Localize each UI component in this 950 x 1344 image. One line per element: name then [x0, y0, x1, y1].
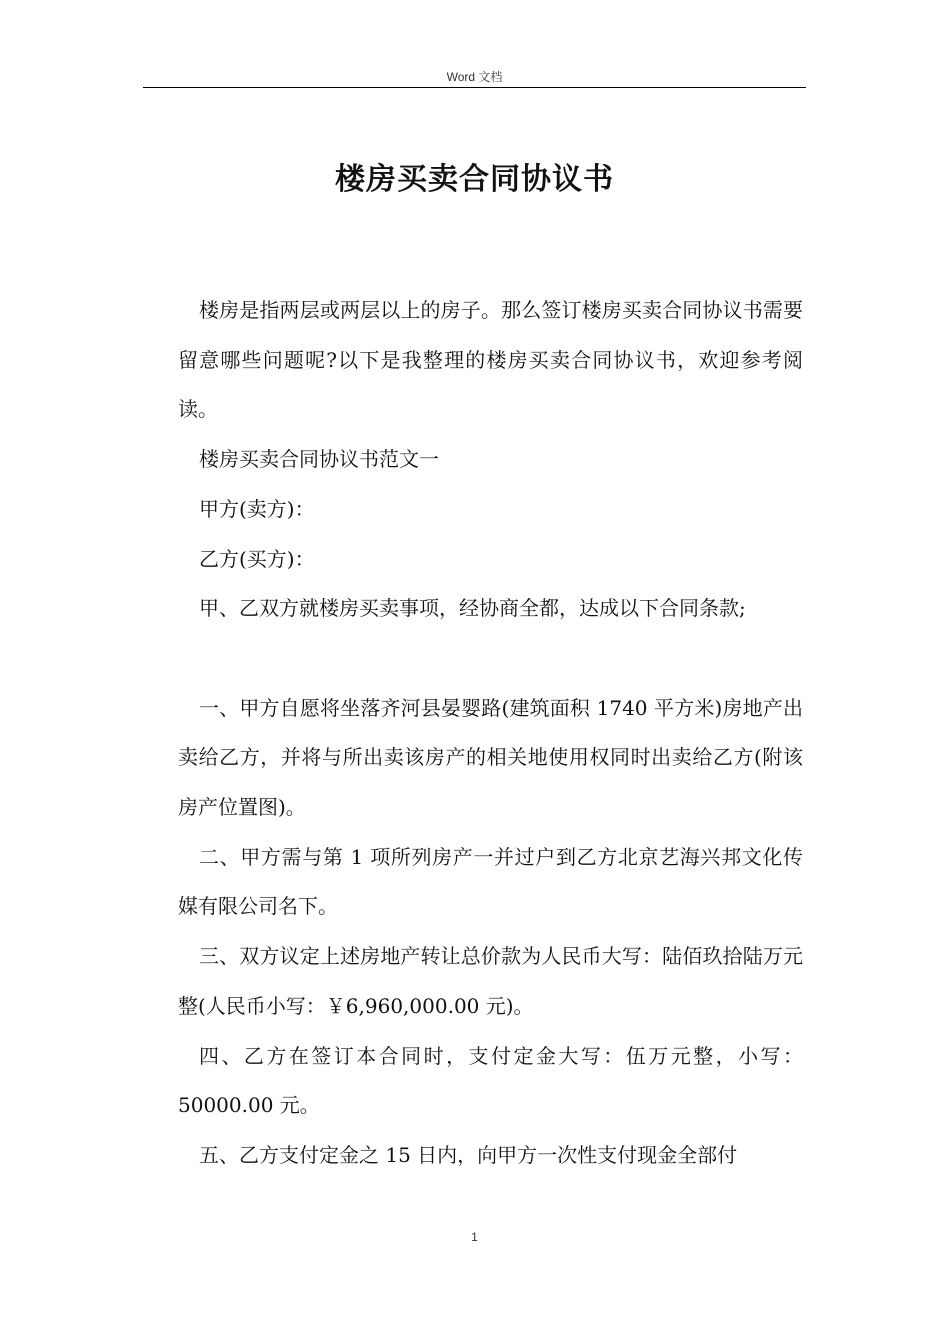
- page-number: 1: [471, 1230, 478, 1244]
- party-b-line: 乙方(买方)：: [199, 546, 315, 571]
- header-divider: [143, 87, 806, 88]
- clause-5: 五、乙方支付定金之 15 日内，向甲方一次性支付现金全部付: [199, 1142, 738, 1167]
- clause-4: 四、乙方在签订本合同时，支付定金大写：伍万元整，小写：50000.00 元。: [178, 1043, 803, 1118]
- section-heading: 楼房买卖合同协议书范文一: [199, 447, 439, 472]
- document-title: 楼房买卖合同协议书: [335, 162, 614, 197]
- page-header: Word 文档: [446, 70, 503, 84]
- intro-paragraph: 楼房是指两层或两层以上的房子。那么签订楼房买卖合同协议书需要留意哪些问题呢?以下是我整理的楼房买卖合同协议书，欢迎参考阅读。: [178, 298, 803, 422]
- clause-1: 一、甲方自愿将坐落齐河县晏婴路(建筑面积 1740 平方米)房地产出卖给乙方，并将与所出卖该房产的相关地使用权同时出卖给乙方(附该房产位置图)。: [178, 695, 803, 820]
- clause-3: 三、双方议定上述房地产转让总价款为人民币大写：陆佰玖拾陆万元整(人民币小写：￥6,960,000.00 元)。: [178, 944, 803, 1018]
- blank-line: [178, 634, 803, 684]
- agreement-intro: 甲、乙双方就楼房买卖事项，经协商全都，达成以下合同条款;: [199, 596, 746, 621]
- party-a-line: 甲方(卖方)：: [199, 496, 315, 521]
- clause-2: 二、甲方需与第 1 项所列房产一并过户到乙方北京艺海兴邦文化传媒有限公司名下。: [178, 844, 803, 919]
- document-body: [178, 286, 803, 1181]
